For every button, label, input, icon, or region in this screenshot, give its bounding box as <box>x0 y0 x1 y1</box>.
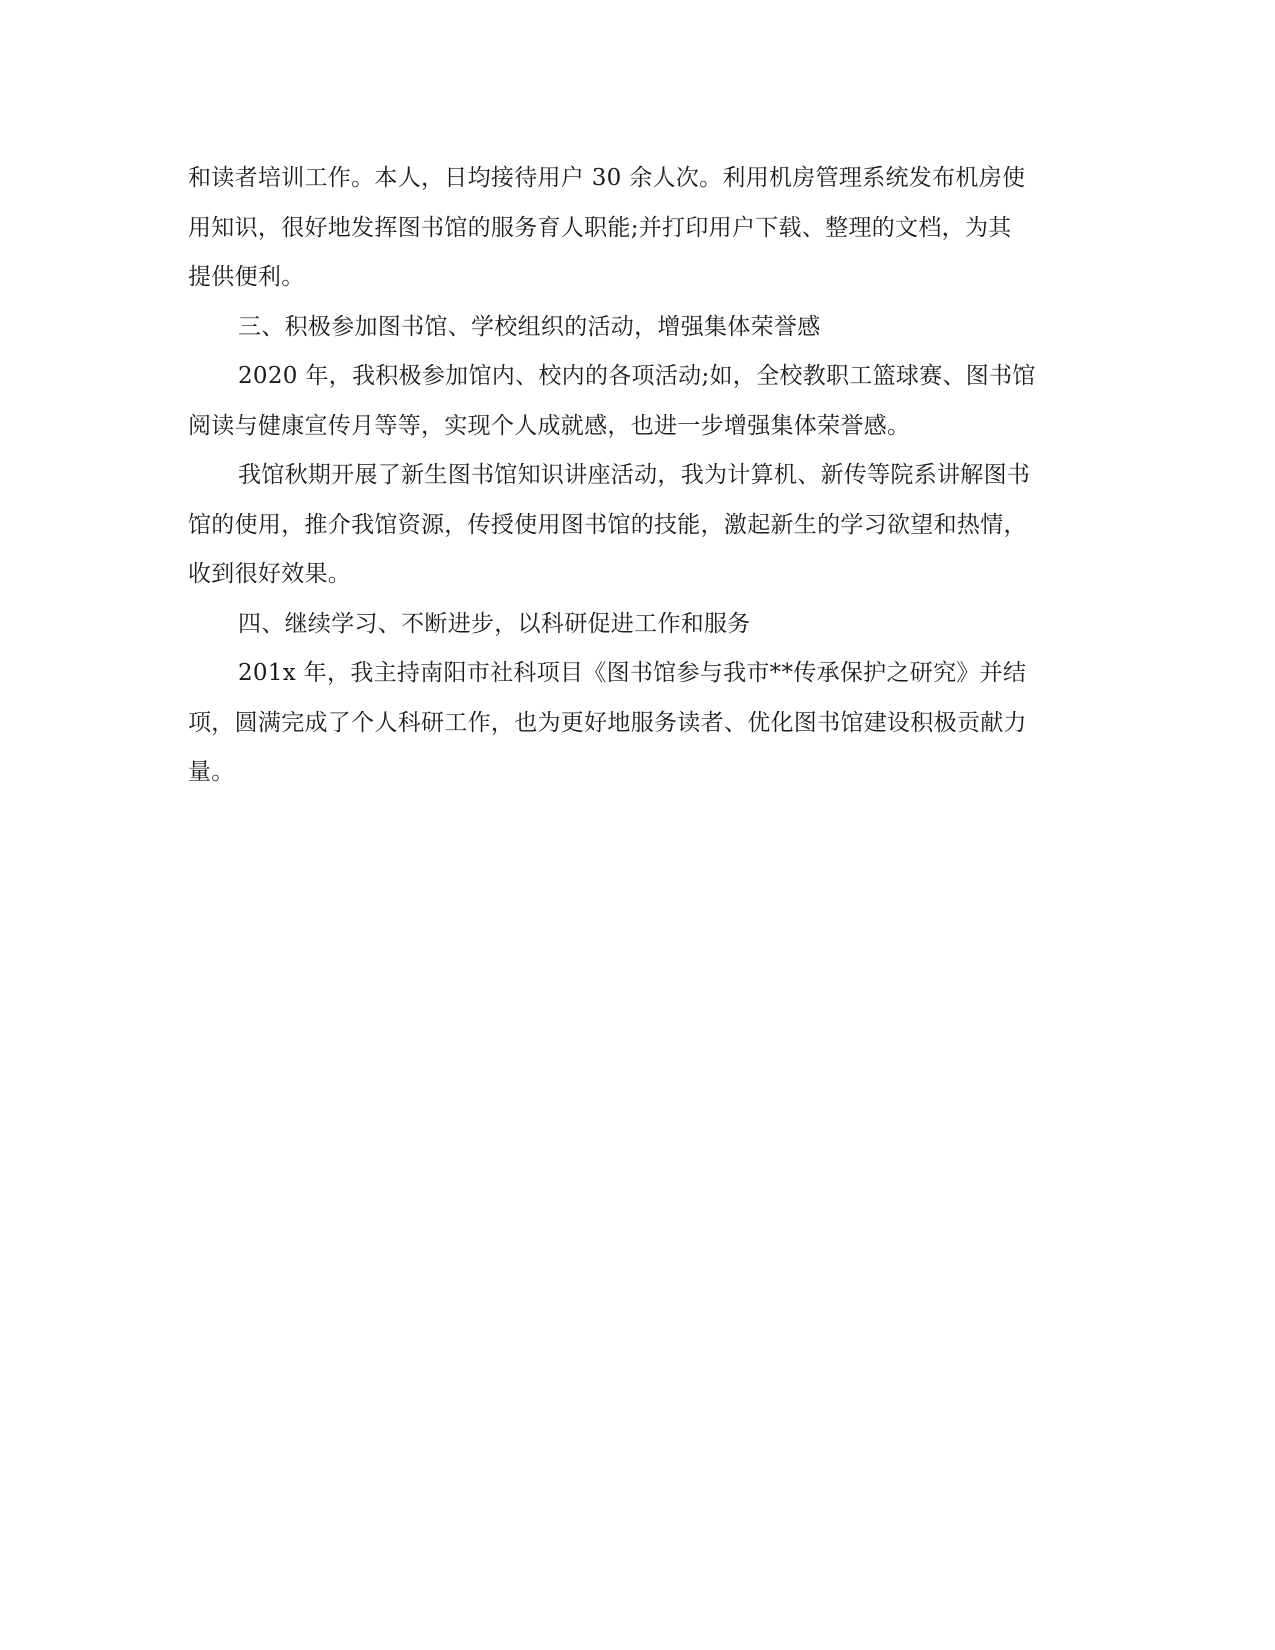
document-body <box>188 154 1088 798</box>
text-line: 三、积极参加图书馆、学校组织的活动，增强集体荣誉感 <box>238 313 821 340</box>
paragraph-research-project <box>188 649 1088 798</box>
paragraph-activities-2020 <box>188 352 1088 451</box>
paragraph-lecture <box>188 451 1088 600</box>
text-line: 项，圆满完成了个人科研工作，也为更好地服务读者、优化图书馆建设积极贡献力 <box>188 709 1027 736</box>
text-line: 用知识，很好地发挥图书馆的服务育人职能;并打印用户下载、整理的文档，为其 <box>188 214 1012 241</box>
text-line: 量。 <box>188 759 235 785</box>
text-line: 2020 年，我积极参加馆内、校内的各项活动;如，全校教职工篮球赛、图书馆 <box>238 363 1036 389</box>
text-line: 四、继续学习、不断进步，以科研促进工作和服务 <box>238 610 751 637</box>
text-line: 提供便利。 <box>188 264 305 290</box>
text-line: 和读者培训工作。本人，日均接待用户 30 余人次。利用机房管理系统发布机房使 <box>188 165 1026 191</box>
section-heading-research <box>188 600 1088 650</box>
text-line: 馆的使用，推介我馆资源，传授使用图书馆的技能，激起新生的学习欲望和热情， <box>188 511 1027 538</box>
paragraph-reader-training <box>188 154 1088 303</box>
text-line: 我馆秋期开展了新生图书馆知识讲座活动，我为计算机、新传等院系讲解图书 <box>238 462 1031 488</box>
text-line: 收到很好效果。 <box>188 561 352 587</box>
text-line: 201x 年，我主持南阳市社科项目《图书馆参与我市**传承保护之研究》并结 <box>238 660 1027 686</box>
section-heading-activities <box>188 303 1088 353</box>
text-line: 阅读与健康宣传月等等，实现个人成就感，也进一步增强集体荣誉感。 <box>188 412 911 439</box>
